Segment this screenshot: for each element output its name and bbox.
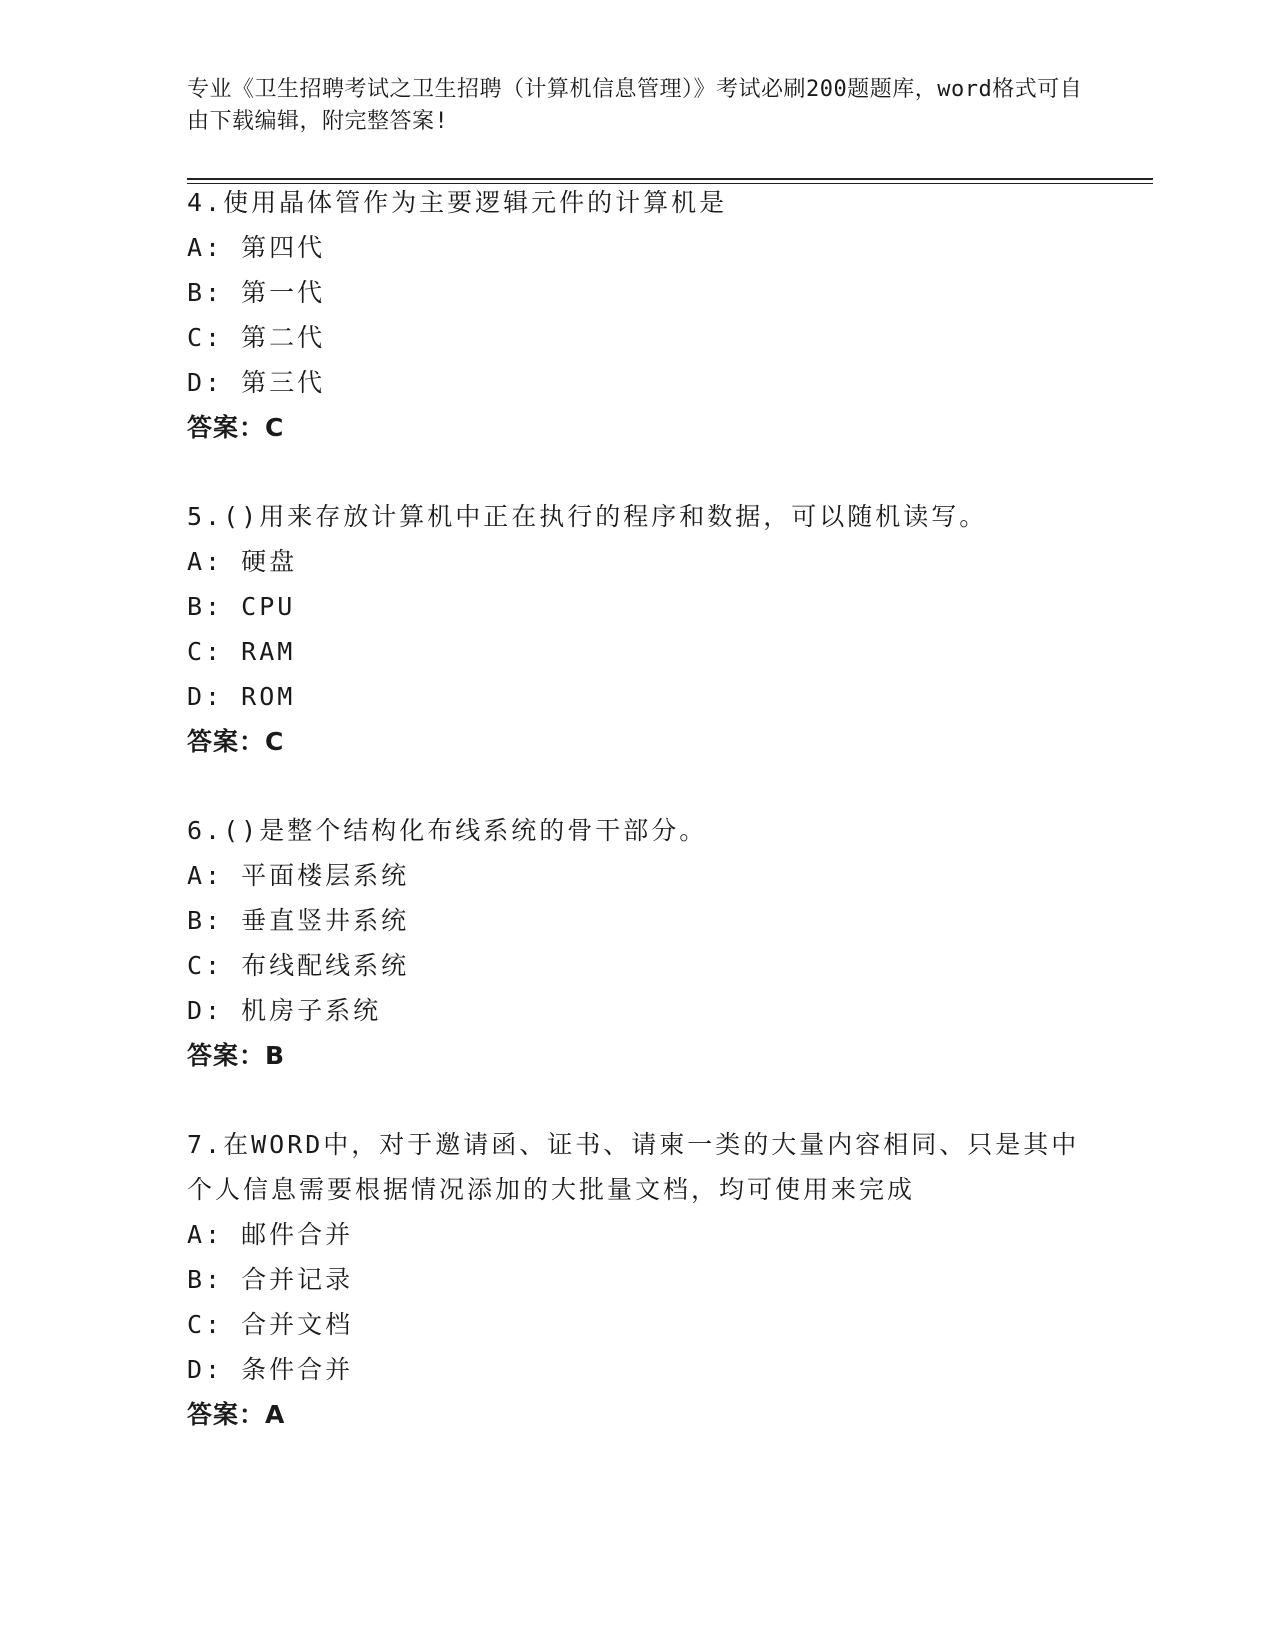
document-title: 专业《卫生招聘考试之卫生招聘（计算机信息管理）》考试必刷200题题库，word格式可自由下载编辑，附完整答案!	[187, 77, 1083, 134]
answer: 答案：C	[187, 413, 285, 442]
question-text: 5.()用来存放计算机中正在执行的程序和数据，可以随机读写。	[187, 502, 988, 531]
question-6	[187, 808, 1087, 1078]
question-4	[187, 180, 1087, 450]
option-d: D: 条件合并	[187, 1355, 354, 1384]
option-c: C: 合并文档	[187, 1310, 354, 1339]
answer: 答案：C	[187, 727, 285, 756]
option-b: B: CPU	[187, 592, 296, 621]
option-c: C: RAM	[187, 637, 296, 666]
question-text: 7.在WORD中，对于邀请函、证书、请柬一类的大量内容相同、只是其中个人信息需要根据情况添加的大批量文档，均可使用来完成	[187, 1130, 1080, 1204]
option-a: A: 第四代	[187, 233, 326, 262]
option-a: A: 邮件合并	[187, 1220, 354, 1249]
answer: 答案：A	[187, 1400, 286, 1429]
option-a: A: 平面楼层系统	[187, 861, 410, 890]
question-text: 6.()是整个结构化布线系统的骨干部分。	[187, 816, 708, 845]
question-7	[187, 1122, 1087, 1437]
answer: 答案：B	[187, 1041, 286, 1070]
option-b: B: 垂直竖井系统	[187, 906, 410, 935]
option-d: D: 第三代	[187, 368, 326, 397]
option-d: D: 机房子系统	[187, 996, 382, 1025]
option-d: D: ROM	[187, 682, 296, 711]
question-text: 4.使用晶体管作为主要逻辑元件的计算机是	[187, 188, 728, 217]
option-c: C: 布线配线系统	[187, 951, 410, 980]
option-a: A: 硬盘	[187, 547, 298, 576]
option-c: C: 第二代	[187, 323, 326, 352]
option-b: B: 合并记录	[187, 1265, 354, 1294]
option-b: B: 第一代	[187, 278, 326, 307]
question-5	[187, 494, 1087, 764]
